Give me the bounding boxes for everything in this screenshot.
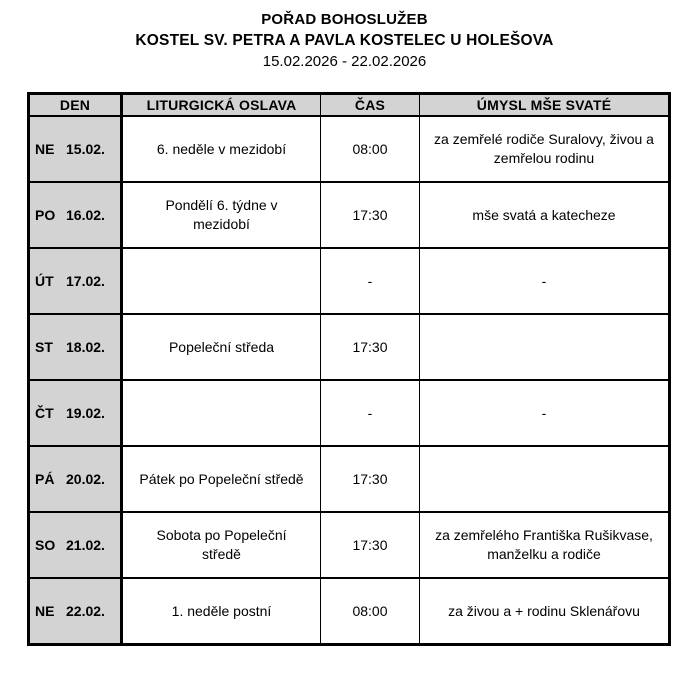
day-abbr: SO — [35, 536, 56, 553]
column-header-day: DEN — [29, 94, 122, 117]
day-cell — [29, 182, 122, 248]
day-cell — [29, 380, 122, 446]
celebration-cell: Pondělí 6. týdne v mezidobí — [122, 182, 321, 248]
day-abbr: NE — [35, 140, 55, 157]
document-header — [0, 0, 689, 72]
intention-cell — [420, 446, 670, 512]
schedule-row — [29, 380, 670, 446]
celebration-cell — [122, 248, 321, 314]
intention-cell: za zemřelého Františka Rušikvase, manželku a rodiče — [420, 512, 670, 578]
celebration-cell: 6. neděle v mezidobí — [122, 116, 321, 182]
time-cell: 17:30 — [321, 314, 420, 380]
time-cell: - — [321, 248, 420, 314]
celebration-cell: 1. neděle postní — [122, 578, 321, 645]
intention-cell: za živou a + rodinu Sklenářovu — [420, 578, 670, 645]
day-date: 20.02. — [66, 470, 105, 487]
intention-cell: - — [420, 248, 670, 314]
schedule-table — [27, 92, 671, 646]
column-header-celebration: LITURGICKÁ OSLAVA — [122, 94, 321, 117]
schedule-row — [29, 116, 670, 182]
celebration-cell: Sobota po Popeleční středě — [122, 512, 321, 578]
intention-cell: mše svatá a katecheze — [420, 182, 670, 248]
day-cell — [29, 116, 122, 182]
schedule-header-row — [29, 94, 670, 117]
day-cell — [29, 446, 122, 512]
day-date: 22.02. — [66, 602, 105, 619]
day-cell — [29, 314, 122, 380]
schedule-row — [29, 446, 670, 512]
schedule-row — [29, 314, 670, 380]
time-cell: 17:30 — [321, 512, 420, 578]
column-header-time: ČAS — [321, 94, 420, 117]
day-date: 18.02. — [66, 338, 105, 355]
column-header-intention: ÚMYSL MŠE SVATÉ — [420, 94, 670, 117]
day-cell — [29, 248, 122, 314]
time-cell: 17:30 — [321, 182, 420, 248]
schedule-row — [29, 182, 670, 248]
day-date: 17.02. — [66, 272, 105, 289]
day-abbr: ST — [35, 338, 53, 355]
day-date: 19.02. — [66, 404, 105, 421]
day-abbr: ÚT — [35, 272, 54, 289]
date-range: 15.02.2026 - 22.02.2026 — [262, 53, 427, 70]
celebration-cell: Pátek po Popeleční středě — [122, 446, 321, 512]
time-cell: 08:00 — [321, 578, 420, 645]
intention-cell: - — [420, 380, 670, 446]
day-abbr: PO — [35, 206, 56, 223]
time-cell: 08:00 — [321, 116, 420, 182]
schedule-row — [29, 248, 670, 314]
schedule-row — [29, 578, 670, 645]
intention-cell — [420, 314, 670, 380]
day-date: 16.02. — [66, 206, 105, 223]
celebration-cell — [122, 380, 321, 446]
celebration-cell: Popeleční středa — [122, 314, 321, 380]
day-cell — [29, 578, 122, 645]
day-abbr: NE — [35, 602, 55, 619]
day-abbr: ČT — [35, 404, 54, 421]
intention-cell: za zemřelé rodiče Suralovy, živou a zemřelou rodinu — [420, 116, 670, 182]
page-subtitle: KOSTEL SV. PETRA A PAVLA KOSTELEC U HOLEŠOVA — [135, 32, 554, 49]
day-date: 21.02. — [66, 536, 105, 553]
schedule-row — [29, 512, 670, 578]
day-abbr: PÁ — [35, 470, 55, 487]
time-cell: 17:30 — [321, 446, 420, 512]
time-cell: - — [321, 380, 420, 446]
day-date: 15.02. — [66, 140, 105, 157]
page-title: POŘAD BOHOSLUŽEB — [261, 11, 428, 28]
day-cell — [29, 512, 122, 578]
